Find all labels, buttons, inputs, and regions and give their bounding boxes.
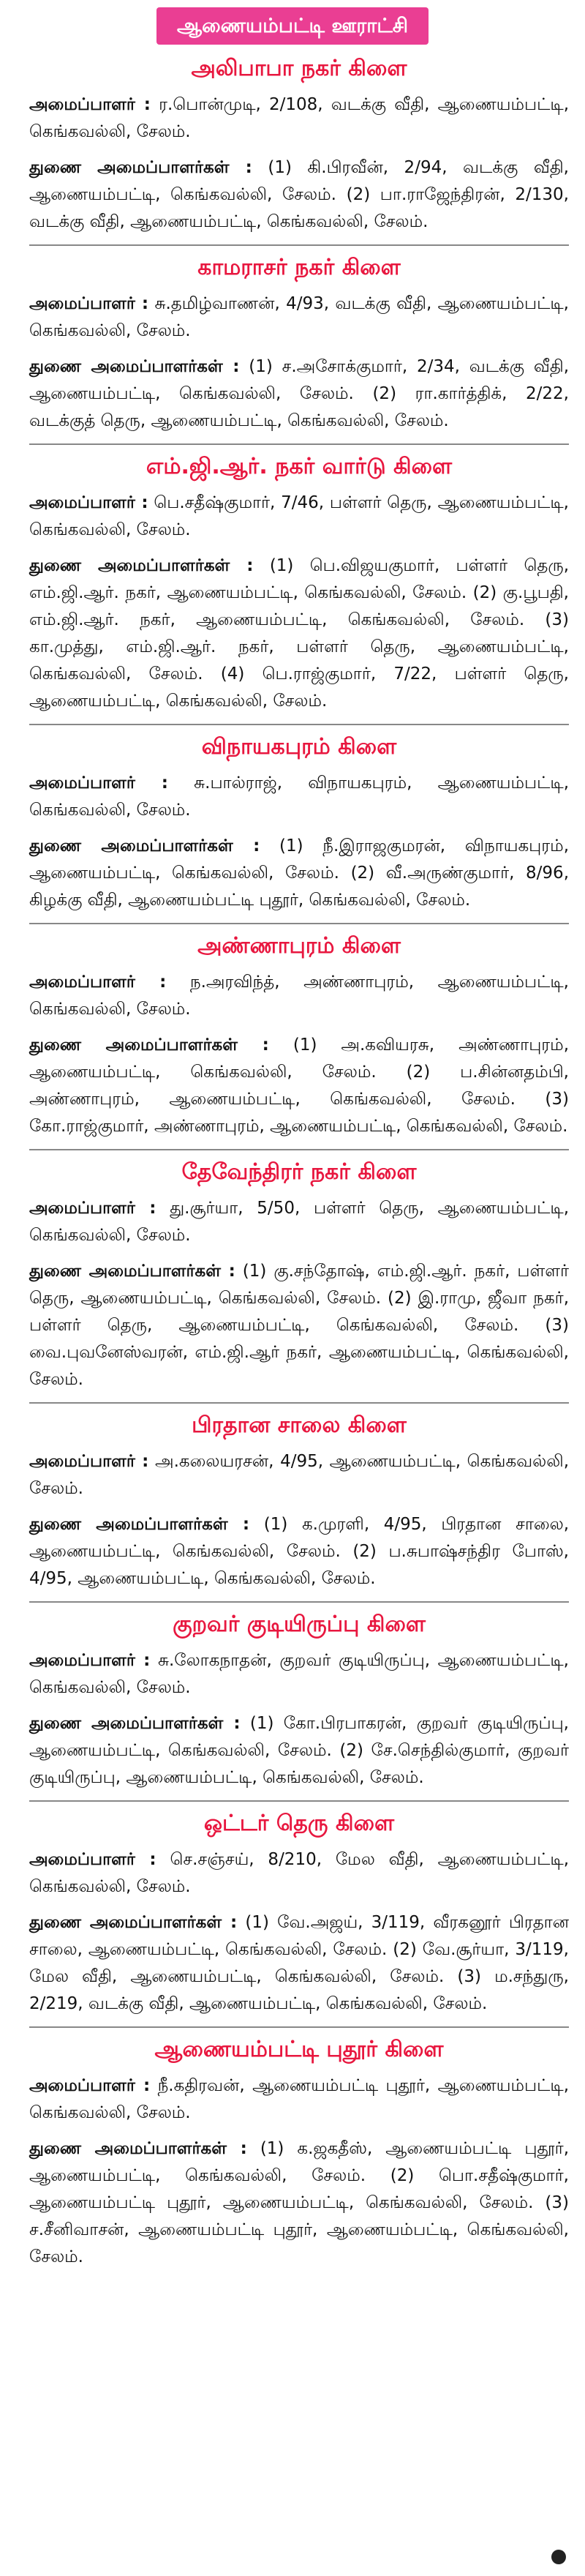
section-divider <box>29 923 569 924</box>
deputy-role-label: துணை அமைப்பாளர்கள் : <box>29 1515 250 1534</box>
deputies-details: (1) கி.பிரவீன், 2/94, வடக்கு வீதி, ஆணையம்பட்டி, கெங்கவல்லி, சேலம். (2) பா.ராஜேந்திரன், 2/130, வடக்கு வீதி, ஆணையம்பட்டி, கெங்கவல்லி, சேலம். <box>29 158 569 231</box>
section-divider <box>29 1402 569 1404</box>
deputies-entry <box>29 833 569 914</box>
branch-title: ஆணையம்பட்டி புதூர் கிளை <box>154 2037 444 2062</box>
deputies-entry <box>29 353 569 435</box>
leader-entry <box>29 490 569 544</box>
deputy-role-label: துணை அமைப்பாளர்கள் : <box>29 1262 235 1281</box>
branch-title: ஒட்டர் தெரு கிளை <box>203 1811 395 1836</box>
leader-role-label: அமைப்பாளர் : <box>29 1651 151 1670</box>
deputies-entry <box>29 154 569 236</box>
branch-title: தேவேந்திரர் நகர் கிளை <box>181 1159 417 1185</box>
branch-title: எம்.ஜி.ஆர். நகர் வார்டு கிளை <box>146 454 453 479</box>
branch-title: அண்ணாபுரம் கிளை <box>197 933 401 959</box>
leader-role-label: அமைப்பாளர் : <box>29 774 168 793</box>
leader-entry <box>29 91 569 146</box>
leader-entry <box>29 2073 569 2127</box>
leader-role-label: அமைப்பாளர் : <box>29 1452 149 1471</box>
leader-details: பெ.சதீஷ்குமார், 7/46, பள்ளர் தெரு, ஆணையம்பட்டி, கெங்கவல்லி, சேலம். <box>29 493 569 539</box>
leader-details: து.சூர்யா, 5/50, பள்ளர் தெரு, ஆணையம்பட்டி, கெங்கவல்லி, சேலம். <box>29 1199 570 1245</box>
sections-list <box>0 54 585 2271</box>
leader-role-label: அமைப்பாளர் : <box>29 294 149 313</box>
branch-section <box>0 1809 585 2018</box>
branch-section <box>0 2035 585 2271</box>
deputies-details: (1) கோ.பிரபாகரன், குறவர் குடியிருப்பு, ஆணையம்பட்டி, கெங்கவல்லி, சேலம். (2) சே.செந்தில்குமார், குறவர் குடியிருப்பு, ஆணையம்பட்டி, கெங்கவல்லி, சேலம். <box>29 1714 569 1787</box>
leader-details: செ.சஞ்சய், 8/210, மேல வீதி, ஆணையம்பட்டி, கெங்கவல்லி, சேலம். <box>29 1850 570 1896</box>
leader-role-label: அமைப்பாளர் : <box>29 2076 151 2095</box>
deputies-entry <box>29 1909 569 2018</box>
branch-title: குறவர் குடியிருப்பு கிளை <box>173 1611 426 1637</box>
leader-entry <box>29 969 569 1023</box>
leader-details: சு.தமிழ்வாணன், 4/93, வடக்கு வீதி, ஆணையம்பட்டி, கெங்கவல்லி, சேலம். <box>29 294 569 340</box>
leader-entry <box>29 291 569 345</box>
deputies-entry <box>29 1032 569 1140</box>
leader-entry <box>29 1195 569 1249</box>
deputies-details: (1) அ.கவியரசு, அண்ணாபுரம், ஆணையம்பட்டி, கெங்கவல்லி, சேலம். (2) ப.சின்னதம்பி, அண்ணாபுரம், ஆணையம்பட்டி, கெங்கவல்லி, சேலம். (3) கோ.ராஜ்குமார், அண்ணாபுரம், ஆணையம்பட்டி, கெங்கவல்லி, சேலம். <box>29 1036 570 1136</box>
branch-section <box>0 253 585 435</box>
deputies-details: (1) ச.அசோக்குமார், 2/34, வடக்கு வீதி, ஆணையம்பட்டி, கெங்கவல்லி, சேலம். (2) ரா.கார்த்திக், 2/22, வடக்குத் தெரு, ஆணையம்பட்டி, கெங்கவல்லி, சேலம். <box>29 357 570 430</box>
leader-role-label: அமைப்பாளர் : <box>29 973 167 992</box>
deputies-entry <box>29 1258 569 1393</box>
branch-title: விநாயகபுரம் கிளை <box>201 734 397 760</box>
branch-section <box>0 1610 585 1791</box>
deputies-details: (1) க.முரளி, 4/95, பிரதான சாலை, ஆணையம்பட்டி, கெங்கவல்லி, சேலம். (2) ப.சுபாஷ்சந்திர போஸ், 4/95, ஆணையம்பட்டி, கெங்கவல்லி, சேலம். <box>29 1515 570 1588</box>
branch-section <box>0 932 585 1140</box>
deputy-role-label: துணை அமைப்பாளர்கள் : <box>29 357 240 376</box>
branch-section <box>0 452 585 715</box>
deputies-entry <box>29 1511 569 1592</box>
deputies-entry <box>29 2135 569 2271</box>
branch-section <box>0 1411 585 1592</box>
deputy-role-label: துணை அமைப்பாளர்கள் : <box>29 1714 241 1733</box>
deputies-details: (1) க.ஜகதீஸ், ஆணையம்பட்டி புதூர், ஆணையம்பட்டி, கெங்கவல்லி, சேலம். (2) பொ.சதீஷ்குமார், ஆணையம்பட்டி புதூர், ஆணையம்பட்டி, கெங்கவல்லி, சேலம். (3) ச.சீனிவாசன், ஆணையம்பட்டி புதூர், ஆணையம்பட்டி, கெங்கவல்லி, சேலம். <box>29 2139 570 2266</box>
leader-details: ர.பொன்முடி, 2/108, வடக்கு வீதி, ஆணையம்பட்டி, கெங்கவல்லி, சேலம். <box>29 95 570 141</box>
leader-role-label: அமைப்பாளர் : <box>29 493 148 512</box>
branch-section <box>0 733 585 914</box>
section-divider <box>29 1800 569 1802</box>
section-divider <box>29 443 569 445</box>
section-divider <box>29 724 569 725</box>
leader-details: நீ.கதிரவன், ஆணையம்பட்டி புதூர், ஆணையம்பட்டி, கெங்கவல்லி, சேலம். <box>29 2076 570 2122</box>
leader-entry <box>29 1846 569 1901</box>
deputies-details: (1) பெ.விஜயகுமார், பள்ளர் தெரு, எம்.ஜி.ஆர். நகர், ஆணையம்பட்டி, கெங்கவல்லி, சேலம். (2) கு.பூபதி, எம்.ஜி.ஆர். நகர், ஆணையம்பட்டி, கெங்கவல்லி, சேலம். (3) கா.முத்து, எம்.ஜி.ஆர். நகர், பள்ளர் தெரு, ஆணையம்பட்டி, கெங்கவல்லி, சேலம். (4) பெ.ராஜ்குமார், 7/22, பள்ளர் தெரு, ஆணையம்பட்டி, கெங்கவல்லி, சேலம். <box>29 556 570 711</box>
leader-entry <box>29 1448 569 1502</box>
branch-title: பிரதான சாலை கிளை <box>192 1412 407 1438</box>
deputy-role-label: துணை அமைப்பாளர்கள் : <box>29 158 252 177</box>
deputy-role-label: துணை அமைப்பாளர்கள் : <box>29 1036 269 1055</box>
leader-details: ந.அரவிந்த், அண்ணாபுரம், ஆணையம்பட்டி, கெங்கவல்லி, சேலம். <box>29 973 569 1019</box>
branch-title: அலிபாபா நகர் கிளை <box>191 56 407 81</box>
leader-entry <box>29 770 569 824</box>
section-divider <box>29 1601 569 1603</box>
deputy-role-label: துணை அமைப்பாளர்கள் : <box>29 1913 238 1932</box>
branch-title: காமராசர் நகர் கிளை <box>197 255 401 280</box>
leader-role-label: அமைப்பாளர் : <box>29 1850 156 1869</box>
deputies-details: (1) கு.சந்தோஷ், எம்.ஜி.ஆர். நகர், பள்ளர் தெரு, ஆணையம்பட்டி, கெங்கவல்லி, சேலம். (2) இ.ராமு, ஜீவா நகர், பள்ளர் தெரு, ஆணையம்பட்டி, கெங்கவல்லி, சேலம். (3) வை.புவனேஸ்வரன், எம்.ஜி.ஆர் நகர், ஆணையம்பட்டி, கெங்கவல்லி, சேலம். <box>29 1262 569 1389</box>
page-title: ஆணையம்பட்டி ஊராட்சி <box>156 7 429 45</box>
deputies-details: (1) வே.அஜய், 3/119, வீரகனூர் பிரதான சாலை, ஆணையம்பட்டி, கெங்கவல்லி, சேலம். (2) வே.சூர்யா, 3/119, மேல வீதி, ஆணையம்பட்டி, கெங்கவல்லி, சேலம். (3) ம.சந்துரு, 2/219, வடக்கு வீதி, ஆணையம்பட்டி, கெங்கவல்லி, சேலம். <box>29 1913 570 2013</box>
deputy-role-label: துணை அமைப்பாளர்கள் : <box>29 2139 247 2158</box>
leader-role-label: அமைப்பாளர் : <box>29 1199 156 1218</box>
leader-role-label: அமைப்பாளர் : <box>29 95 151 114</box>
page-marker-dot <box>551 2550 566 2564</box>
branch-section <box>0 54 585 236</box>
section-divider <box>29 244 569 246</box>
leader-details: சு.பால்ராஜ், விநாயகபுரம், ஆணையம்பட்டி, கெங்கவல்லி, சேலம். <box>29 774 569 820</box>
deputies-details: (1) நீ.இராஜகுமரன், விநாயகபுரம், ஆணையம்பட்டி, கெங்கவல்லி, சேலம். (2) வீ.அருண்குமார், 8/96, கிழக்கு வீதி, ஆணையம்பட்டி புதூர், கெங்கவல்லி, சேலம். <box>29 836 569 910</box>
deputy-role-label: துணை அமைப்பாளர்கள் : <box>29 836 260 855</box>
section-divider <box>29 1149 569 1150</box>
leader-details: அ.கலையரசன், 4/95, ஆணையம்பட்டி, கெங்கவல்லி, சேலம். <box>29 1452 569 1498</box>
section-divider <box>29 2026 569 2028</box>
branch-section <box>0 1158 585 1393</box>
leader-entry <box>29 1647 569 1701</box>
deputies-entry <box>29 1710 569 1791</box>
leader-details: சு.லோகநாதன், குறவர் குடியிருப்பு, ஆணையம்பட்டி, கெங்கவல்லி, சேலம். <box>29 1651 569 1697</box>
header <box>0 0 585 47</box>
deputy-role-label: துணை அமைப்பாளர்கள் : <box>29 556 254 575</box>
deputies-entry <box>29 553 569 715</box>
